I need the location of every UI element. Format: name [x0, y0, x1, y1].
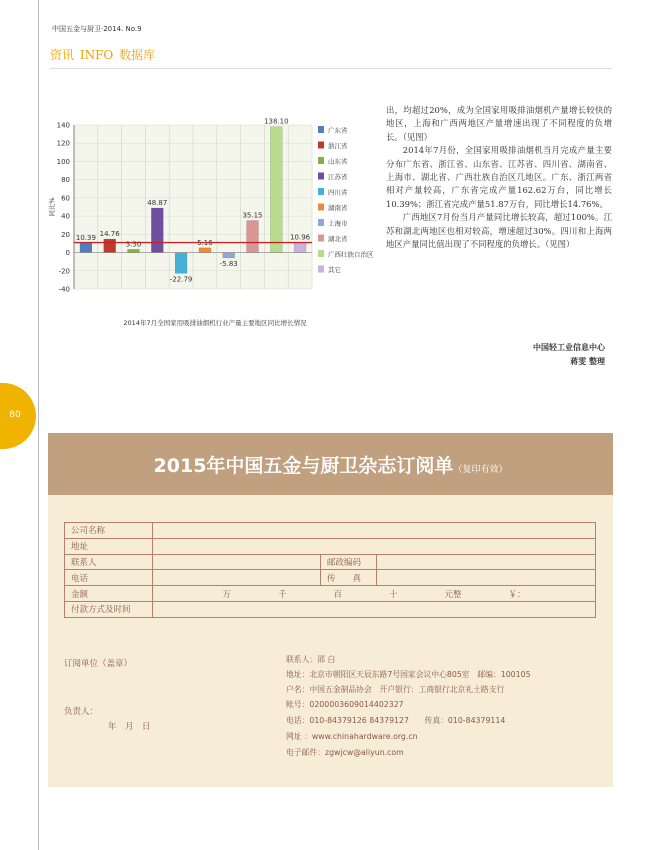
legend-label: 江苏省 [328, 173, 348, 181]
postcode-field[interactable] [377, 554, 596, 570]
data-label: 48.87 [147, 199, 168, 208]
data-label: -22.79 [169, 275, 193, 284]
legend-swatch [318, 266, 324, 273]
table-row [65, 523, 596, 539]
y-tick-label: 100 [56, 157, 70, 166]
amount-unit: 十 [388, 589, 398, 600]
address-label: 地址 [65, 538, 153, 554]
payment-field[interactable] [153, 601, 596, 617]
amount-field[interactable] [153, 586, 596, 602]
y-tick-label: 40 [61, 212, 70, 221]
table-row [65, 538, 596, 554]
article-paragraph: 2014年7月份，全国家用吸排油烟机当月完成产量主要分布广东省、浙江省、山东省、江苏省、四川省、湖南省、上海市、湖北省、广西壮族自治区几地区。广东、浙江两省相对产量较高，广东省完成产量162.62万台，同比增长10.39%；浙江省完成产量51.87万台，同比增长14.76%。 [386, 145, 612, 209]
chart-svg [44, 103, 386, 313]
legend-swatch [318, 126, 324, 133]
table-row [65, 586, 596, 602]
person-label: 负责人： [64, 707, 99, 717]
bar [199, 248, 211, 253]
amount-unit: 千 [277, 589, 287, 600]
company-field[interactable] [153, 523, 596, 539]
info-line: 电话：010-84379126 84379127 传真：010-84379114 [286, 716, 506, 725]
signature-org: 中国轻工业信息中心 [533, 343, 605, 352]
y-tick-label: -20 [58, 267, 70, 276]
signature-name: 蒋雯 整理 [570, 357, 605, 366]
info-line: 联系人：邵 白 [286, 655, 336, 664]
legend-label: 广西壮族自治区 [328, 250, 374, 259]
y-tick-label: 60 [61, 194, 70, 203]
info-line: 地址：北京市朝阳区天辰东路7号国家会议中心805室 邮编：100105 [286, 670, 531, 679]
section-cn: 资讯 [50, 48, 75, 62]
info-line: 帐号：0200003609014402327 [286, 700, 404, 709]
bar [294, 243, 306, 253]
section-en: INFO [79, 48, 114, 62]
info-line: 电子邮件：zgwjcw@aliyun.com [286, 748, 404, 757]
bar [151, 208, 163, 253]
table-row [65, 570, 596, 586]
info-line: 网址 ：www.chinahardware.org.cn [286, 732, 418, 741]
y-tick-label: 20 [61, 230, 70, 239]
legend-swatch [318, 219, 324, 226]
data-label: -5.83 [219, 259, 238, 268]
subscription-form [64, 522, 596, 618]
subscription-title [48, 451, 613, 478]
legend-swatch [318, 173, 324, 180]
section-sub: 数据库 [119, 48, 156, 62]
y-tick-label: 0 [65, 249, 70, 258]
fax-field[interactable] [377, 570, 596, 586]
phone-label: 电话 [65, 570, 153, 586]
company-label: 公司名称 [65, 523, 153, 539]
amount-label: 金额 [65, 586, 153, 602]
data-label: 10.96 [290, 233, 311, 242]
legend-swatch [318, 235, 324, 242]
section-heading [50, 46, 155, 63]
amount-unit: ￥： [508, 589, 526, 600]
data-label: 5.16 [197, 238, 213, 247]
chart-caption: 2014年7月全国家用吸排油烟机行业产量主要地区同比增长情况 [123, 319, 307, 327]
bar [80, 243, 92, 252]
article-paragraph: 广西地区7月份当月产量同比增长较高，超过100%。江苏和湖北两地区也相对较高，增速超过30%。四川和上海两地区产量同比值出现了不同程度的负增长。（见图） [386, 212, 612, 250]
legend-label: 湖南省 [328, 204, 348, 212]
bar [247, 221, 259, 253]
legend-swatch [318, 188, 324, 195]
contact-label: 联系人 [65, 554, 153, 570]
bar [223, 253, 235, 258]
data-label: 14.76 [99, 230, 120, 239]
data-label: 138.10 [264, 117, 289, 126]
bar-chart [44, 103, 386, 335]
bar [128, 249, 140, 252]
amount-unit: 元整 [444, 589, 462, 600]
article-paragraph: 出，均超过20%，成为全国家用吸排油烟机产量增长较快的地区，上海和广西两地区产量增速出现了不同程度的负增长。（见图） [386, 105, 612, 142]
legend-label: 浙江省 [328, 142, 348, 150]
subscription-title-text: 2015年中国五金与厨卫杂志订阅单 [153, 455, 454, 477]
subscription-title-note: （复印有效） [453, 465, 508, 475]
date-label: 年 月 日 [108, 722, 151, 732]
header-rule [50, 68, 612, 69]
legend-label: 其它 [328, 266, 341, 274]
subscriber-stamp-label: 订阅单位（盖章） [64, 659, 133, 669]
y-tick-label: 120 [56, 139, 70, 148]
legend-swatch [318, 142, 324, 149]
amount-unit: 万 [222, 589, 231, 600]
table-row [65, 601, 596, 617]
article-body [386, 104, 612, 251]
journal-header: 中国五金与厨卫·2014. No.9 [52, 25, 142, 33]
bar [175, 253, 187, 274]
postcode-label: 邮政编码 [321, 554, 377, 570]
data-label: 3.50 [125, 240, 142, 249]
data-label: 35.15 [242, 211, 263, 220]
y-tick-label: -40 [58, 285, 70, 294]
left-margin-rule [38, 0, 39, 850]
legend-label: 四川省 [328, 188, 348, 197]
legend-swatch [318, 204, 324, 211]
legend-swatch [318, 250, 324, 257]
phone-field[interactable] [153, 570, 321, 586]
subscription-title-bar [48, 433, 613, 495]
legend-label: 上海市 [328, 219, 348, 228]
legend-label: 山东省 [328, 157, 348, 166]
bar [270, 127, 282, 253]
data-label: 10.39 [75, 234, 96, 243]
legend-label: 湖北省 [328, 235, 348, 243]
page-number: 80 [9, 410, 21, 420]
legend-label: 广东省 [328, 126, 348, 135]
address-field[interactable] [153, 538, 596, 554]
table-row [65, 554, 596, 570]
info-line: 户名：中国五金制品协会 开户银行：工商银行北京礼士路支行 [286, 685, 505, 694]
contact-field[interactable] [153, 554, 321, 570]
fax-label: 传 真 [321, 570, 377, 586]
y-axis-label: 同比% [48, 197, 56, 217]
amount-unit: 百 [333, 589, 342, 600]
y-tick-label: 140 [56, 121, 70, 130]
legend-swatch [318, 157, 324, 164]
bar [104, 239, 116, 252]
payment-label: 付款方式及时间 [65, 601, 153, 617]
y-tick-label: 80 [61, 176, 70, 185]
